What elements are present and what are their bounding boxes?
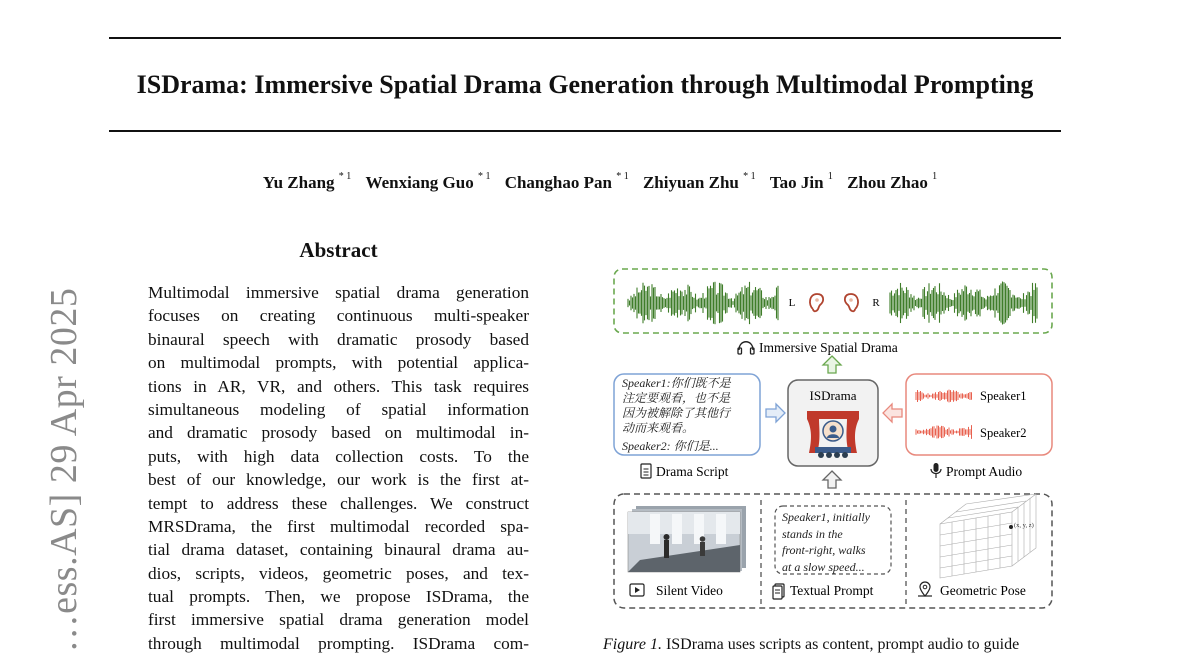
abstract-heading: Abstract: [299, 238, 378, 262]
drama-script-label: Drama Script: [656, 464, 729, 479]
speaker1-waveform: [916, 390, 972, 403]
channel-left-label: L: [788, 297, 796, 309]
up-arrow-prompts: [823, 471, 841, 488]
left-ear-icon: [810, 294, 823, 311]
speaker2-waveform: [916, 425, 972, 439]
abstract-line: focuses on creating continuous multi-speaker: [148, 306, 529, 326]
textual-prompt-label: Textual Prompt: [790, 583, 874, 598]
right-ear-icon: [845, 294, 858, 311]
author: Wenxiang Guo $^{* 1}$: [365, 171, 491, 192]
video-frames: [628, 506, 746, 572]
pose-point-label: (x, y, z): [1014, 522, 1034, 529]
author: Changhao Pan $^{* 1}$: [504, 171, 629, 192]
author: Zhou Zhao $^1$: [847, 171, 938, 192]
title-bottom-rule: [109, 130, 1061, 132]
geometric-pose-label: Geometric Pose: [940, 583, 1026, 598]
abstract-line: tions in AR, VR, and others. This task requires: [148, 376, 529, 396]
author: Zhiyuan Zhu $^{* 1}$: [642, 171, 756, 192]
script-line: 注定要观看，也不是: [622, 391, 731, 405]
microphone-icon: [931, 463, 941, 478]
author: Yu Zhang $^{* 1}$: [262, 171, 352, 192]
script-line: 因为被解除了其他行: [622, 406, 731, 420]
abstract-line: simultaneous modeling of spatial information: [148, 399, 529, 419]
right-channel-waveform: [890, 282, 1037, 325]
abstract-line: best of our knowledge, our work is the first at-: [148, 470, 529, 490]
abstract-line: on multimodal prompts, with potential applica-: [148, 353, 529, 373]
silent-video-label: Silent Video: [656, 583, 723, 598]
abstract-line: tial drama dataset, containing binaural drama au-: [148, 540, 529, 560]
headphones-icon: [738, 342, 754, 354]
abstract-line: tempt to address these challenges. We construct: [148, 493, 529, 513]
textual-line: Speaker1, initially: [782, 510, 870, 524]
speaker1-label: Speaker1: [980, 389, 1027, 403]
caption-text: ISDrama uses scripts as content, prompt audio to guide: [661, 636, 1020, 653]
author: Tao Jin $^1$: [769, 171, 833, 192]
output-label: Immersive Spatial Drama: [759, 340, 898, 355]
document-icon: [641, 464, 651, 478]
channel-right-label: R: [872, 297, 880, 309]
author-list: [0, 173, 1200, 193]
pose-point: [1009, 525, 1013, 529]
pose-3d-grid: [940, 494, 1036, 578]
textual-line: front-right, walks: [782, 543, 866, 557]
up-arrow-output: [823, 356, 841, 373]
figure-1-diagram: [600, 262, 1070, 622]
abstract-body: [148, 281, 529, 655]
document-icon: [773, 584, 784, 599]
top-rule: [109, 37, 1061, 39]
textual-line: at a slow speed...: [782, 560, 865, 574]
speaker2-label: Speaker2: [980, 426, 1027, 440]
abstract-line: and dramatic prosody based on multimodal in-: [148, 423, 529, 443]
left-channel-waveform: [628, 282, 778, 324]
abstract-line: through multimodal prompting. ISDrama com-: [148, 633, 529, 653]
arrow-audio-to-model: [883, 404, 902, 422]
prompt-audio-box: [906, 374, 1052, 455]
theater-icon: [807, 411, 859, 458]
figure-caption: [603, 636, 1019, 654]
abstract-line: dios, scripts, videos, geometric poses, and tex-: [148, 563, 529, 583]
script-line: Speaker2: 你们是...: [622, 439, 719, 453]
abstract-line: Multimodal immersive spatial drama generation: [148, 283, 529, 302]
script-line: 动而来观看。: [622, 421, 695, 435]
paper-title: ISDrama: Immersive Spatial Drama Generation through Multimodal Prompting: [136, 70, 1034, 99]
isdrama-label: ISDrama: [809, 388, 857, 403]
abstract-line: puts, with high data collection costs. To the: [148, 446, 529, 466]
abstract-line: MRSDrama, the first multimodal recorded spa-: [148, 516, 529, 536]
location-pin-icon: [918, 582, 932, 596]
arxiv-stamp: …ess.AS] 29 Apr 2025: [43, 287, 85, 653]
abstract-line: tual prompts. Then, we propose ISDrama, the: [148, 587, 529, 607]
script-line: Speaker1:你们既不是: [622, 376, 731, 390]
play-icon: [630, 584, 644, 596]
textual-line: stands in the: [782, 527, 843, 541]
abstract-line: first immersive spatial drama generation model: [148, 610, 529, 630]
prompt-audio-label: Prompt Audio: [946, 464, 1023, 479]
caption-label: Figure 1.: [603, 636, 662, 653]
abstract-line: binaural speech with dramatic prosody based: [148, 329, 529, 349]
arrow-script-to-model: [766, 404, 785, 422]
